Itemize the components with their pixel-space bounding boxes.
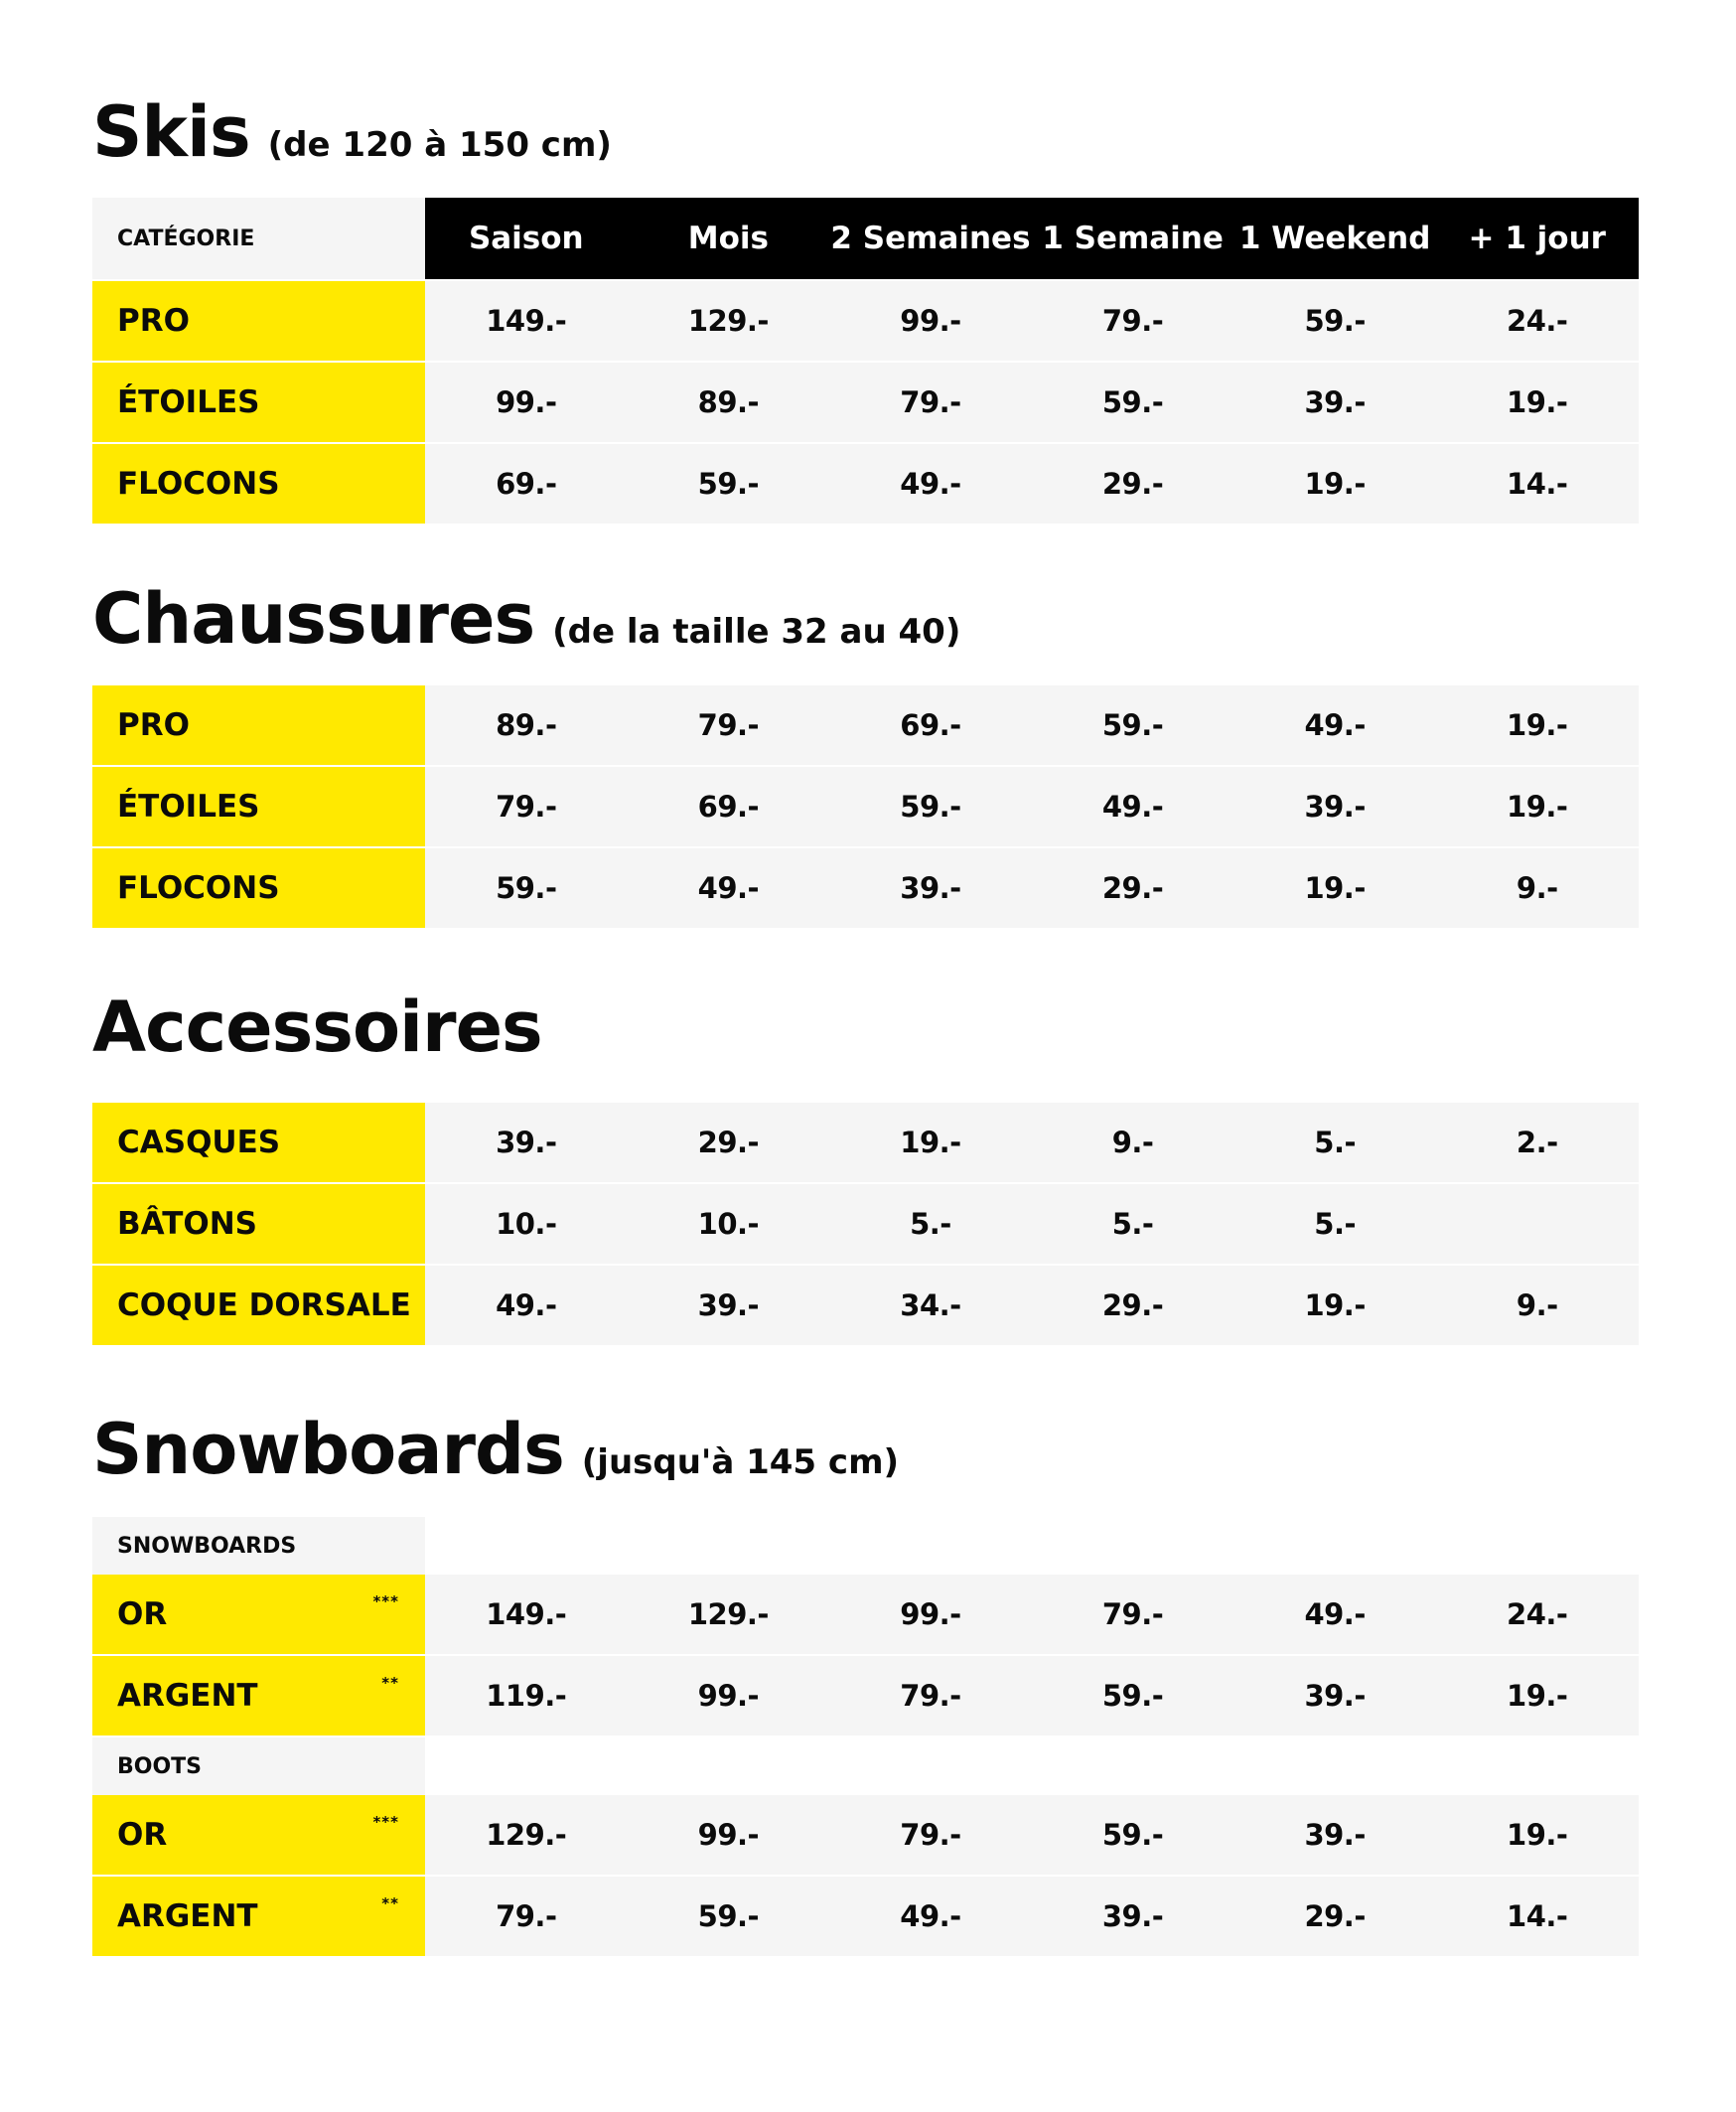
price-cell: 99.- [496, 385, 557, 419]
price-cell: 59.- [697, 467, 760, 501]
price-cell: 49.- [900, 1899, 961, 1933]
price-cell: 9.- [1516, 871, 1558, 905]
subgroup-label: BOOTS [92, 1737, 425, 1795]
price-cell: 59.- [1304, 304, 1366, 338]
table-row [92, 1184, 1639, 1264]
price-cell: 39.- [496, 1126, 557, 1159]
row-label: ÉTOILES [92, 363, 425, 442]
price-cell: 19.- [1304, 871, 1366, 905]
price-cell: 49.- [1304, 1597, 1366, 1631]
row-label [92, 1795, 425, 1875]
subgroup-label: SNOWBOARDS [92, 1517, 425, 1575]
price-cell: 59.- [1101, 1679, 1164, 1713]
price-cell: 34.- [900, 1288, 961, 1322]
price-cell: 89.- [496, 708, 557, 742]
table-row [92, 444, 1639, 524]
price-cell: 39.- [1304, 1818, 1366, 1852]
table-row [92, 1877, 1639, 1956]
price-cell: 9.- [1111, 1126, 1154, 1159]
table-row [92, 1266, 1639, 1345]
price-cell: 19.- [1507, 1818, 1568, 1852]
table-row [92, 848, 1639, 928]
price-cell: 49.- [1304, 708, 1366, 742]
rating-stars: *** [372, 1592, 399, 1610]
price-cell: 39.- [900, 871, 961, 905]
table-row [92, 1103, 1639, 1182]
price-cell: 39.- [1304, 385, 1366, 419]
price-cell: 99.- [900, 1597, 961, 1631]
price-cell: 5.- [1314, 1207, 1357, 1241]
price-cell: 10.- [697, 1207, 760, 1241]
price-cell: 39.- [1304, 790, 1366, 824]
price-cell: 19.- [1304, 1288, 1366, 1322]
rating-stars: ** [381, 1674, 399, 1692]
price-cell: 129.- [687, 1597, 769, 1631]
price-cell: 129.- [486, 1818, 567, 1852]
price-cell: 9.- [1516, 1288, 1558, 1322]
price-cell: 39.- [697, 1288, 760, 1322]
price-cell: 29.- [697, 1126, 760, 1159]
price-cell: 69.- [697, 790, 760, 824]
price-cell: 149.- [486, 304, 567, 338]
accessoires-table [92, 1103, 1639, 1347]
price-cell: 49.- [697, 871, 760, 905]
table-row [92, 685, 1639, 765]
price-cell [1436, 1184, 1639, 1264]
price-cell: 29.- [1304, 1899, 1366, 1933]
price-cell: 29.- [1101, 871, 1164, 905]
table-row [92, 1575, 1639, 1654]
price-cell: 49.- [900, 467, 961, 501]
chaussures-title: Chaussures [92, 578, 535, 660]
price-cell: 5.- [1111, 1207, 1154, 1241]
price-cell: 14.- [1507, 1899, 1568, 1933]
price-cell: 99.- [697, 1679, 760, 1713]
row-label: ÉTOILES [92, 767, 425, 846]
row-label: PRO [92, 685, 425, 765]
price-cell: 59.- [1101, 1818, 1164, 1852]
accessoires-heading [92, 986, 542, 1068]
snowboards-title: Snowboards [92, 1409, 564, 1490]
row-label: BÂTONS [92, 1184, 425, 1264]
table-row [92, 1795, 1639, 1875]
table-row [92, 767, 1639, 846]
subgroup-header-row [92, 1517, 1639, 1575]
column-header: 1 Weekend [1238, 221, 1431, 256]
price-cell: 149.- [486, 1597, 567, 1631]
table-row [92, 363, 1639, 442]
price-cell: 24.- [1507, 304, 1568, 338]
price-cell: 79.- [1101, 1597, 1164, 1631]
table-row [92, 1656, 1639, 1735]
row-label-text: OR [117, 1596, 168, 1632]
price-cell: 19.- [1507, 385, 1568, 419]
snowboards-table [92, 1517, 1639, 1958]
column-header: 1 Semaine [1042, 221, 1224, 256]
price-cell: 79.- [1101, 304, 1164, 338]
price-cell: 99.- [900, 304, 961, 338]
row-label: FLOCONS [92, 848, 425, 928]
price-cell: 14.- [1507, 467, 1568, 501]
price-cell: 10.- [496, 1207, 557, 1241]
chaussures-table [92, 685, 1639, 930]
price-cell: 79.- [900, 1679, 961, 1713]
column-header: Mois [687, 221, 769, 256]
price-cell: 39.- [1304, 1679, 1366, 1713]
price-cell: 5.- [910, 1207, 951, 1241]
row-label [92, 1656, 425, 1735]
column-header: 2 Semaines [830, 221, 1031, 256]
row-label: COQUE DORSALE [92, 1266, 425, 1345]
skis-table [92, 198, 1639, 526]
price-cell: 19.- [1507, 1679, 1568, 1713]
price-cell: 19.- [1507, 790, 1568, 824]
price-cell: 99.- [697, 1818, 760, 1852]
price-cell: 59.- [496, 871, 557, 905]
column-header: + 1 jour [1468, 221, 1606, 256]
row-label [92, 1575, 425, 1654]
price-cell: 59.- [1101, 708, 1164, 742]
row-label: CASQUES [92, 1103, 425, 1182]
row-label-text: ARGENT [117, 1898, 258, 1934]
price-cell: 29.- [1101, 1288, 1164, 1322]
price-cell: 79.- [496, 1899, 557, 1933]
price-cell: 19.- [900, 1126, 961, 1159]
table-row [92, 281, 1639, 361]
price-cell: 89.- [697, 385, 760, 419]
skis-title: Skis [92, 91, 250, 173]
rating-stars: *** [372, 1813, 399, 1831]
price-cell: 59.- [900, 790, 961, 824]
price-cell: 129.- [687, 304, 769, 338]
chaussures-subtitle: (de la taille 32 au 40) [552, 612, 961, 652]
price-cell: 69.- [900, 708, 961, 742]
skis-subtitle: (de 120 à 150 cm) [267, 125, 612, 165]
price-cell: 59.- [697, 1899, 760, 1933]
category-header: CATÉGORIE [92, 198, 425, 279]
row-label-text: OR [117, 1817, 168, 1853]
price-cell: 79.- [900, 1818, 961, 1852]
skis-heading [92, 91, 612, 173]
row-label [92, 1877, 425, 1956]
price-cell: 29.- [1101, 467, 1164, 501]
price-cell: 19.- [1507, 708, 1568, 742]
column-headers [425, 198, 1639, 279]
rating-stars: ** [381, 1894, 399, 1912]
price-cell: 24.- [1507, 1597, 1568, 1631]
price-cell: 19.- [1304, 467, 1366, 501]
row-label-text: ARGENT [117, 1678, 258, 1714]
price-cell: 59.- [1101, 385, 1164, 419]
row-label: FLOCONS [92, 444, 425, 524]
price-cell: 2.- [1516, 1126, 1558, 1159]
snowboards-heading [92, 1409, 899, 1490]
price-cell: 119.- [486, 1679, 567, 1713]
price-cell: 5.- [1314, 1126, 1357, 1159]
chaussures-heading [92, 578, 960, 660]
price-cell: 79.- [697, 708, 760, 742]
accessoires-title: Accessoires [92, 986, 542, 1068]
snowboards-subtitle: (jusqu'à 145 cm) [581, 1442, 900, 1482]
price-cell: 79.- [900, 385, 961, 419]
price-cell: 49.- [496, 1288, 557, 1322]
row-label: PRO [92, 281, 425, 361]
price-cell: 49.- [1101, 790, 1164, 824]
price-cell: 69.- [496, 467, 557, 501]
column-header: Saison [468, 221, 584, 256]
subgroup-header-row [92, 1737, 1639, 1795]
table-header-row [92, 198, 1639, 279]
price-cell: 39.- [1101, 1899, 1164, 1933]
price-cell: 79.- [496, 790, 557, 824]
